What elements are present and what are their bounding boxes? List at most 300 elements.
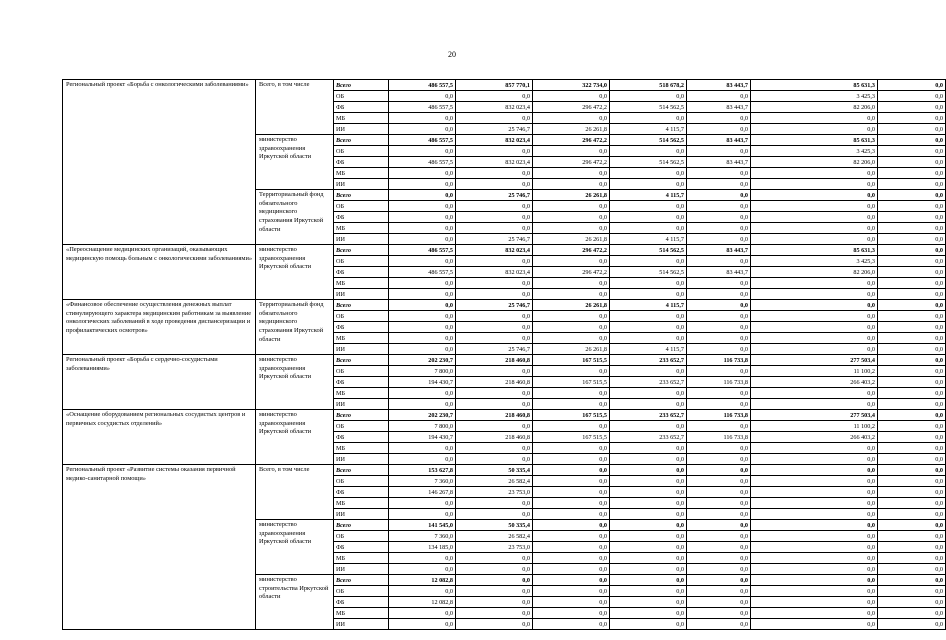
value-cell: 0,0 <box>687 124 751 135</box>
value-cell: 85 631,3 <box>751 135 878 146</box>
value-cell: 0,0 <box>389 256 456 267</box>
value-cell: 0,0 <box>878 355 946 366</box>
value-cell: 486 557,5 <box>389 157 456 168</box>
value-cell: 7 800,0 <box>389 421 456 432</box>
value-cell: 0,0 <box>751 454 878 465</box>
value-cell: 0,0 <box>533 476 610 487</box>
value-cell: 0,0 <box>687 212 751 223</box>
value-cell: 0,0 <box>389 212 456 223</box>
value-cell: 0,0 <box>751 190 878 201</box>
value-cell: 0,0 <box>456 553 533 564</box>
value-cell: 0,0 <box>610 399 687 410</box>
value-cell: 0,0 <box>533 146 610 157</box>
value-cell: 0,0 <box>687 498 751 509</box>
value-cell: 83 443,7 <box>687 102 751 113</box>
value-cell: 0,0 <box>533 366 610 377</box>
executor-cell: министерство здравоохранения Иркутской области <box>256 245 334 300</box>
source-cell: Всего <box>334 300 389 311</box>
value-cell: 0,0 <box>687 531 751 542</box>
value-cell: 0,0 <box>751 212 878 223</box>
value-cell: 167 515,5 <box>533 432 610 443</box>
value-cell: 0,0 <box>533 322 610 333</box>
value-cell: 0,0 <box>389 201 456 212</box>
value-cell: 83 443,7 <box>687 245 751 256</box>
value-cell: 0,0 <box>751 476 878 487</box>
value-cell: 486 557,5 <box>389 267 456 278</box>
value-cell: 0,0 <box>389 234 456 245</box>
value-cell: 0,0 <box>389 388 456 399</box>
value-cell: 514 562,5 <box>610 135 687 146</box>
value-cell: 26 582,4 <box>456 531 533 542</box>
value-cell: 0,0 <box>878 432 946 443</box>
value-cell: 0,0 <box>610 586 687 597</box>
value-cell: 116 733,8 <box>687 355 751 366</box>
executor-cell: министерство строительства Иркутской области <box>256 575 334 630</box>
value-cell: 0,0 <box>687 91 751 102</box>
value-cell: 82 206,0 <box>751 102 878 113</box>
value-cell: 0,0 <box>751 311 878 322</box>
value-cell: 0,0 <box>751 278 878 289</box>
value-cell: 857 770,1 <box>456 80 533 91</box>
value-cell: 514 562,5 <box>610 102 687 113</box>
value-cell: 0,0 <box>456 223 533 234</box>
value-cell: 0,0 <box>687 289 751 300</box>
value-cell: 0,0 <box>533 399 610 410</box>
value-cell: 0,0 <box>610 465 687 476</box>
source-cell: ФБ <box>334 267 389 278</box>
value-cell: 0,0 <box>878 344 946 355</box>
value-cell: 0,0 <box>533 608 610 619</box>
value-cell: 296 472,2 <box>533 157 610 168</box>
value-cell: 0,0 <box>878 212 946 223</box>
value-cell: 82 206,0 <box>751 157 878 168</box>
source-cell: ОБ <box>334 256 389 267</box>
value-cell: 0,0 <box>389 333 456 344</box>
value-cell: 0,0 <box>878 509 946 520</box>
value-cell: 0,0 <box>687 344 751 355</box>
value-cell: 0,0 <box>456 399 533 410</box>
source-cell: ИИ <box>334 619 389 630</box>
value-cell: 116 733,8 <box>687 432 751 443</box>
value-cell: 0,0 <box>751 608 878 619</box>
source-cell: Всего <box>334 520 389 531</box>
value-cell: 0,0 <box>751 542 878 553</box>
value-cell: 0,0 <box>878 256 946 267</box>
value-cell: 23 753,0 <box>456 487 533 498</box>
value-cell: 0,0 <box>389 553 456 564</box>
value-cell: 7 800,0 <box>389 366 456 377</box>
source-cell: МБ <box>334 498 389 509</box>
value-cell: 0,0 <box>751 399 878 410</box>
value-cell: 0,0 <box>878 333 946 344</box>
value-cell: 0,0 <box>878 366 946 377</box>
value-cell: 167 515,5 <box>533 355 610 366</box>
value-cell: 0,0 <box>878 619 946 630</box>
project-name-cell: Региональный проект «Развитие системы оказания первичной медико-санитарной помощи» <box>63 465 256 630</box>
value-cell: 0,0 <box>751 234 878 245</box>
value-cell: 0,0 <box>687 399 751 410</box>
executor-cell: Всего, в том числе <box>256 465 334 520</box>
value-cell: 0,0 <box>687 520 751 531</box>
value-cell: 167 515,5 <box>533 410 610 421</box>
value-cell: 0,0 <box>878 311 946 322</box>
value-cell: 0,0 <box>533 454 610 465</box>
value-cell: 0,0 <box>751 531 878 542</box>
value-cell: 0,0 <box>687 421 751 432</box>
value-cell: 7 360,0 <box>389 476 456 487</box>
value-cell: 0,0 <box>610 388 687 399</box>
value-cell: 0,0 <box>533 311 610 322</box>
value-cell: 486 557,5 <box>389 135 456 146</box>
value-cell: 0,0 <box>610 278 687 289</box>
source-cell: Всего <box>334 245 389 256</box>
value-cell: 0,0 <box>751 333 878 344</box>
value-cell: 0,0 <box>878 146 946 157</box>
value-cell: 0,0 <box>878 498 946 509</box>
source-cell: ФБ <box>334 487 389 498</box>
value-cell: 0,0 <box>533 509 610 520</box>
financing-table <box>62 79 946 630</box>
source-cell: ОБ <box>334 146 389 157</box>
value-cell: 0,0 <box>878 388 946 399</box>
value-cell: 0,0 <box>389 124 456 135</box>
value-cell: 0,0 <box>687 311 751 322</box>
value-cell: 0,0 <box>456 278 533 289</box>
value-cell: 12 082,8 <box>389 597 456 608</box>
value-cell: 0,0 <box>456 509 533 520</box>
value-cell: 0,0 <box>610 289 687 300</box>
value-cell: 0,0 <box>533 542 610 553</box>
value-cell: 0,0 <box>610 520 687 531</box>
value-cell: 0,0 <box>878 278 946 289</box>
value-cell: 0,0 <box>533 498 610 509</box>
value-cell: 0,0 <box>610 619 687 630</box>
value-cell: 25 746,7 <box>456 190 533 201</box>
source-cell: ОБ <box>334 311 389 322</box>
value-cell: 0,0 <box>687 597 751 608</box>
value-cell: 0,0 <box>533 443 610 454</box>
value-cell: 0,0 <box>878 234 946 245</box>
value-cell: 0,0 <box>687 476 751 487</box>
value-cell: 0,0 <box>389 168 456 179</box>
value-cell: 0,0 <box>751 113 878 124</box>
value-cell: 0,0 <box>687 564 751 575</box>
value-cell: 0,0 <box>878 597 946 608</box>
value-cell: 0,0 <box>878 102 946 113</box>
value-cell: 0,0 <box>389 322 456 333</box>
value-cell: 0,0 <box>610 575 687 586</box>
value-cell: 0,0 <box>751 289 878 300</box>
value-cell: 0,0 <box>533 289 610 300</box>
source-cell: ФБ <box>334 597 389 608</box>
value-cell: 0,0 <box>878 421 946 432</box>
value-cell: 0,0 <box>456 146 533 157</box>
value-cell: 0,0 <box>878 575 946 586</box>
executor-cell: Территориальный фонд обязательного медицинского страхования Иркутской области <box>256 300 334 355</box>
value-cell: 233 652,7 <box>610 377 687 388</box>
value-cell: 0,0 <box>878 91 946 102</box>
value-cell: 0,0 <box>456 311 533 322</box>
value-cell: 0,0 <box>456 575 533 586</box>
value-cell: 486 557,5 <box>389 245 456 256</box>
value-cell: 0,0 <box>687 168 751 179</box>
value-cell: 0,0 <box>456 608 533 619</box>
value-cell: 0,0 <box>878 157 946 168</box>
value-cell: 0,0 <box>456 366 533 377</box>
executor-cell: министерство здравоохранения Иркутской области <box>256 520 334 575</box>
value-cell: 0,0 <box>878 564 946 575</box>
value-cell: 0,0 <box>751 498 878 509</box>
value-cell: 0,0 <box>533 619 610 630</box>
value-cell: 0,0 <box>610 553 687 564</box>
project-name-cell: «Финансовое обеспечение осуществления денежных выплат стимулирующего характера медицинским работникам за выявление онкологических заболеваний в ходе проведения диспансеризации и профилактических осмотров» <box>63 300 256 355</box>
value-cell: 0,0 <box>610 91 687 102</box>
value-cell: 0,0 <box>687 300 751 311</box>
value-cell: 0,0 <box>610 487 687 498</box>
source-cell: ИИ <box>334 509 389 520</box>
value-cell: 0,0 <box>878 542 946 553</box>
value-cell: 0,0 <box>389 223 456 234</box>
value-cell: 0,0 <box>456 212 533 223</box>
value-cell: 0,0 <box>389 564 456 575</box>
source-cell: ИИ <box>334 234 389 245</box>
value-cell: 0,0 <box>610 212 687 223</box>
value-cell: 0,0 <box>751 619 878 630</box>
value-cell: 4 115,7 <box>610 344 687 355</box>
value-cell: 0,0 <box>389 300 456 311</box>
value-cell: 0,0 <box>533 586 610 597</box>
value-cell: 0,0 <box>878 586 946 597</box>
value-cell: 0,0 <box>878 113 946 124</box>
value-cell: 296 472,2 <box>533 135 610 146</box>
value-cell: 0,0 <box>687 146 751 157</box>
value-cell: 25 746,7 <box>456 300 533 311</box>
value-cell: 832 023,4 <box>456 157 533 168</box>
source-cell: Всего <box>334 410 389 421</box>
value-cell: 0,0 <box>878 201 946 212</box>
value-cell: 0,0 <box>389 289 456 300</box>
value-cell: 0,0 <box>533 597 610 608</box>
value-cell: 0,0 <box>687 487 751 498</box>
value-cell: 0,0 <box>687 190 751 201</box>
value-cell: 486 557,5 <box>389 102 456 113</box>
value-cell: 0,0 <box>456 388 533 399</box>
value-cell: 0,0 <box>610 333 687 344</box>
value-cell: 0,0 <box>687 586 751 597</box>
value-cell: 0,0 <box>389 509 456 520</box>
value-cell: 0,0 <box>751 586 878 597</box>
value-cell: 0,0 <box>878 80 946 91</box>
value-cell: 0,0 <box>533 256 610 267</box>
value-cell: 26 261,8 <box>533 234 610 245</box>
value-cell: 0,0 <box>878 190 946 201</box>
source-cell: МБ <box>334 388 389 399</box>
value-cell: 202 230,7 <box>389 410 456 421</box>
value-cell: 26 261,8 <box>533 190 610 201</box>
value-cell: 266 403,2 <box>751 432 878 443</box>
value-cell: 0,0 <box>533 465 610 476</box>
source-cell: Всего <box>334 135 389 146</box>
value-cell: 0,0 <box>687 223 751 234</box>
value-cell: 85 631,3 <box>751 80 878 91</box>
value-cell: 0,0 <box>687 465 751 476</box>
project-name-cell: «Переоснащение медицинских организаций, оказывающих медицинскую помощь больным с онкологическими заболеваниями» <box>63 245 256 300</box>
source-cell: Всего <box>334 190 389 201</box>
value-cell: 0,0 <box>456 289 533 300</box>
value-cell: 25 746,7 <box>456 124 533 135</box>
value-cell: 0,0 <box>533 201 610 212</box>
table-row <box>63 300 946 311</box>
value-cell: 23 753,0 <box>456 542 533 553</box>
value-cell: 0,0 <box>687 608 751 619</box>
value-cell: 0,0 <box>878 608 946 619</box>
value-cell: 83 443,7 <box>687 157 751 168</box>
source-cell: ИИ <box>334 564 389 575</box>
table-row <box>63 465 946 476</box>
value-cell: 0,0 <box>687 388 751 399</box>
value-cell: 0,0 <box>751 509 878 520</box>
value-cell: 0,0 <box>533 531 610 542</box>
value-cell: 0,0 <box>878 531 946 542</box>
value-cell: 0,0 <box>456 443 533 454</box>
value-cell: 0,0 <box>533 179 610 190</box>
value-cell: 0,0 <box>751 168 878 179</box>
value-cell: 3 425,3 <box>751 256 878 267</box>
value-cell: 141 545,0 <box>389 520 456 531</box>
value-cell: 0,0 <box>389 91 456 102</box>
value-cell: 0,0 <box>533 168 610 179</box>
value-cell: 0,0 <box>389 454 456 465</box>
source-cell: ИИ <box>334 454 389 465</box>
value-cell: 0,0 <box>751 322 878 333</box>
source-cell: ОБ <box>334 421 389 432</box>
source-cell: МБ <box>334 223 389 234</box>
source-cell: МБ <box>334 553 389 564</box>
value-cell: 0,0 <box>389 498 456 509</box>
value-cell: 0,0 <box>751 443 878 454</box>
value-cell: 3 425,3 <box>751 146 878 157</box>
value-cell: 0,0 <box>687 454 751 465</box>
value-cell: 0,0 <box>533 333 610 344</box>
value-cell: 3 425,3 <box>751 91 878 102</box>
value-cell: 0,0 <box>687 256 751 267</box>
table-row <box>63 245 946 256</box>
value-cell: 218 460,8 <box>456 377 533 388</box>
value-cell: 0,0 <box>878 465 946 476</box>
source-cell: ОБ <box>334 531 389 542</box>
source-cell: ИИ <box>334 344 389 355</box>
value-cell: 0,0 <box>533 421 610 432</box>
source-cell: МБ <box>334 443 389 454</box>
value-cell: 0,0 <box>456 333 533 344</box>
value-cell: 322 734,0 <box>533 80 610 91</box>
value-cell: 218 460,8 <box>456 432 533 443</box>
value-cell: 50 335,4 <box>456 520 533 531</box>
value-cell: 12 082,8 <box>389 575 456 586</box>
value-cell: 218 460,8 <box>456 410 533 421</box>
source-cell: ФБ <box>334 157 389 168</box>
value-cell: 0,0 <box>687 201 751 212</box>
value-cell: 116 733,8 <box>687 410 751 421</box>
value-cell: 0,0 <box>456 498 533 509</box>
value-cell: 0,0 <box>878 267 946 278</box>
value-cell: 0,0 <box>610 256 687 267</box>
source-cell: МБ <box>334 113 389 124</box>
source-cell: ОБ <box>334 366 389 377</box>
value-cell: 0,0 <box>610 113 687 124</box>
source-cell: Всего <box>334 575 389 586</box>
value-cell: 296 472,2 <box>533 245 610 256</box>
value-cell: 0,0 <box>610 454 687 465</box>
value-cell: 83 443,7 <box>687 135 751 146</box>
value-cell: 0,0 <box>751 223 878 234</box>
executor-cell: министерство здравоохранения Иркутской области <box>256 135 334 190</box>
source-cell: ФБ <box>334 102 389 113</box>
value-cell: 26 261,8 <box>533 124 610 135</box>
value-cell: 0,0 <box>878 410 946 421</box>
value-cell: 0,0 <box>533 223 610 234</box>
source-cell: ФБ <box>334 377 389 388</box>
value-cell: 832 023,4 <box>456 245 533 256</box>
value-cell: 0,0 <box>610 168 687 179</box>
value-cell: 0,0 <box>389 608 456 619</box>
value-cell: 0,0 <box>687 542 751 553</box>
value-cell: 514 562,5 <box>610 245 687 256</box>
value-cell: 11 100,2 <box>751 421 878 432</box>
value-cell: 0,0 <box>687 278 751 289</box>
value-cell: 0,0 <box>687 322 751 333</box>
value-cell: 233 652,7 <box>610 355 687 366</box>
source-cell: ОБ <box>334 201 389 212</box>
page-number: 20 <box>448 50 456 59</box>
value-cell: 0,0 <box>751 487 878 498</box>
source-cell: Всего <box>334 355 389 366</box>
value-cell: 25 746,7 <box>456 234 533 245</box>
value-cell: 0,0 <box>687 443 751 454</box>
executor-cell: Территориальный фонд обязательного медицинского страхования Иркутской области <box>256 190 334 245</box>
project-name-cell: «Оснащение оборудованием региональных сосудистых центров и первичных сосудистых отделений» <box>63 410 256 465</box>
value-cell: 0,0 <box>533 575 610 586</box>
value-cell: 26 261,8 <box>533 300 610 311</box>
value-cell: 0,0 <box>533 212 610 223</box>
source-cell: ОБ <box>334 91 389 102</box>
value-cell: 194 430,7 <box>389 432 456 443</box>
value-cell: 0,0 <box>687 234 751 245</box>
value-cell: 0,0 <box>687 366 751 377</box>
value-cell: 0,0 <box>878 289 946 300</box>
value-cell: 0,0 <box>878 443 946 454</box>
value-cell: 134 185,0 <box>389 542 456 553</box>
value-cell: 0,0 <box>456 322 533 333</box>
value-cell: 832 023,4 <box>456 102 533 113</box>
value-cell: 0,0 <box>389 586 456 597</box>
value-cell: 0,0 <box>751 553 878 564</box>
value-cell: 0,0 <box>610 597 687 608</box>
value-cell: 218 460,8 <box>456 355 533 366</box>
source-cell: ИИ <box>334 399 389 410</box>
value-cell: 277 503,4 <box>751 410 878 421</box>
source-cell: ОБ <box>334 586 389 597</box>
source-cell: ИИ <box>334 179 389 190</box>
value-cell: 0,0 <box>687 509 751 520</box>
value-cell: 0,0 <box>878 399 946 410</box>
value-cell: 116 733,8 <box>687 377 751 388</box>
value-cell: 0,0 <box>533 487 610 498</box>
value-cell: 0,0 <box>456 179 533 190</box>
value-cell: 0,0 <box>456 113 533 124</box>
value-cell: 4 115,7 <box>610 124 687 135</box>
value-cell: 0,0 <box>878 179 946 190</box>
